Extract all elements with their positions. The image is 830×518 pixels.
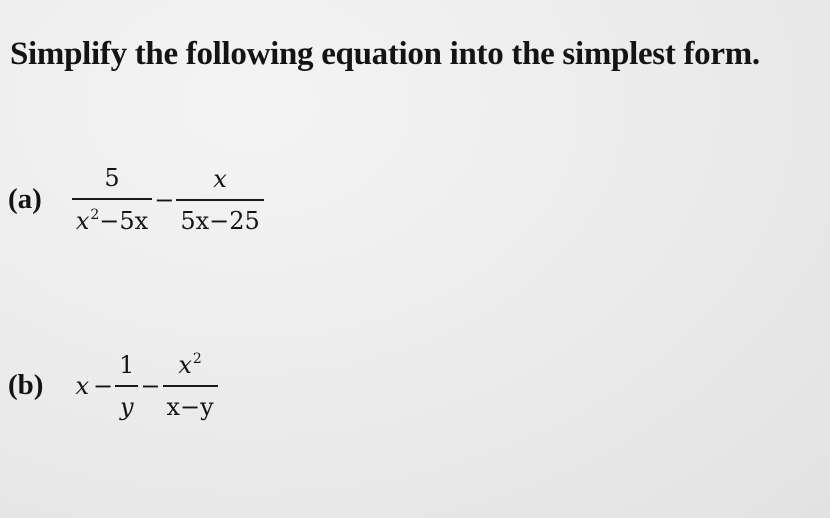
problem-a-fraction-1 [72,166,152,233]
problem-a-fraction-1-denominator [72,200,152,233]
problem-b [8,352,218,419]
problem-b-expression [75,352,217,419]
denominator-remainder: −5x [99,207,149,235]
exponent: 2 [90,207,100,223]
problem-a-fraction-2-denominator: 5x−25 [180,206,260,235]
denominator-variable: x [75,207,90,235]
problem-a-fraction-2 [176,164,263,235]
problem-b-fraction-2 [163,352,218,419]
problem-a-fraction-2-numerator: x [213,164,227,193]
problem-a-expression [72,166,264,233]
problem-a-fraction-1-numerator: 5 [104,164,120,192]
problem-b-fraction-2-numerator [174,352,205,385]
minus-operator: − [93,371,114,400]
problem-a-label: (a) [8,183,42,215]
minus-operator: − [154,185,175,214]
problem-a [8,166,264,233]
exponent: 2 [192,351,202,367]
minus-operator: − [140,371,161,400]
problem-b-leading-term: x [75,371,89,400]
instruction-text: Simplify the following equation into the simplest form. [10,36,760,72]
numerator-variable: x [178,351,192,379]
problem-b-fraction-2-denominator: x−y [166,393,214,421]
problem-b-fraction-1-denominator: y [119,392,134,421]
problem-b-label: (b) [8,369,44,401]
problem-b-fraction-1-numerator: 1 [119,350,135,379]
problem-b-fraction-1 [115,350,138,421]
